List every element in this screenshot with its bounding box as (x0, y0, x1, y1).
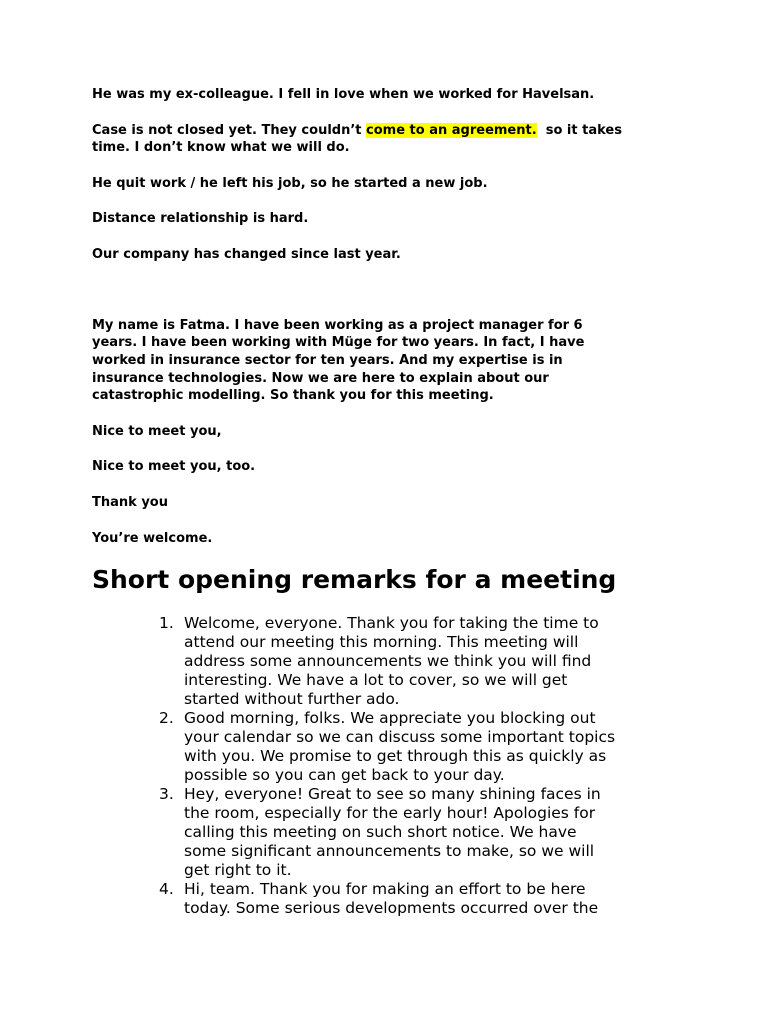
list-number: 4. (159, 880, 174, 898)
paragraph-company-changed (92, 246, 692, 264)
paragraph-distance-relationship (92, 210, 692, 228)
text-line: My name is Fatma. I have been working as a project manager for 6 (92, 317, 583, 333)
text-line: Nice to meet you, too. (92, 459, 256, 475)
text-line: Welcome, everyone. Thank you for taking the time to (184, 614, 599, 632)
list-number: 3. (159, 785, 174, 803)
text-line: attend our meeting this morning. This meeting will (184, 633, 579, 651)
text-line: some significant announcements to make, so we will (184, 842, 595, 860)
text-line: with you. We promise to get through this as quickly as (184, 747, 607, 765)
text-line: Thank you (92, 494, 168, 510)
remarks-list (159, 614, 684, 918)
list-item (159, 614, 684, 709)
text-line: years. I have been working with Müge for two years. In fact, I have (92, 335, 585, 351)
document-body (92, 86, 692, 565)
text-line: Good morning, folks. We appreciate you blocking out (184, 709, 596, 727)
list-item (159, 785, 684, 880)
list-number: 2. (159, 709, 174, 727)
paragraph-introduction (92, 282, 692, 405)
text-line: catastrophic modelling. So thank you for this meeting. (92, 388, 494, 404)
paragraph-quit-work (92, 175, 692, 193)
text-line: address some announcements we think you will find (184, 652, 592, 670)
paragraph-nice-to-meet (92, 423, 692, 441)
section-heading: Short opening remarks for a meeting (92, 565, 617, 594)
text-line: started without further ado. (184, 690, 400, 708)
text-line: You’re welcome. (92, 530, 213, 546)
paragraph-ex-colleague (92, 86, 692, 104)
text-line: Our company has changed since last year. (92, 246, 401, 262)
text-line: Distance relationship is hard. (92, 211, 309, 227)
list-item (159, 709, 684, 785)
text-line: Nice to meet you, (92, 423, 222, 439)
text-line: He quit work / he left his job, so he started a new job. (92, 175, 488, 191)
text-line: He was my ex-colleague. I fell in love when we worked for Havelsan. (92, 87, 595, 102)
text-line: the room, especially for the early hour! Apologies for (184, 804, 596, 822)
text-run: so it takes time. I don’t know what we will do. (92, 122, 622, 156)
text-line: get right to it. (184, 861, 292, 879)
text-line: Hi, team. Thank you for making an effort to be here (184, 880, 586, 898)
text-line: Hey, everyone! Great to see so many shining faces in (184, 785, 601, 803)
paragraph-thank-you (92, 494, 692, 512)
highlighted-text: come to an agreement. (366, 122, 537, 138)
text-line: calling this meeting on such short notice. We have (184, 823, 577, 841)
text-line: worked in insurance sector for ten years. And my expertise is in (92, 352, 563, 368)
text-line: interesting. We have a lot to cover, so we will get (184, 671, 568, 689)
text-line: your calendar so we can discuss some important topics (184, 728, 616, 746)
text-line: insurance technologies. Now we are here to explain about our (92, 370, 549, 386)
list-number: 1. (159, 614, 174, 632)
paragraph-welcome (92, 530, 692, 548)
paragraph-case-not-closed (92, 122, 692, 157)
text-line: today. Some serious developments occurred over the (184, 899, 599, 917)
text-line: possible so you can get back to your day. (184, 766, 505, 784)
text-run: Case is not closed yet. They couldn’t (92, 122, 367, 138)
list-item (159, 880, 684, 918)
paragraph-nice-to-meet-too (92, 458, 692, 476)
